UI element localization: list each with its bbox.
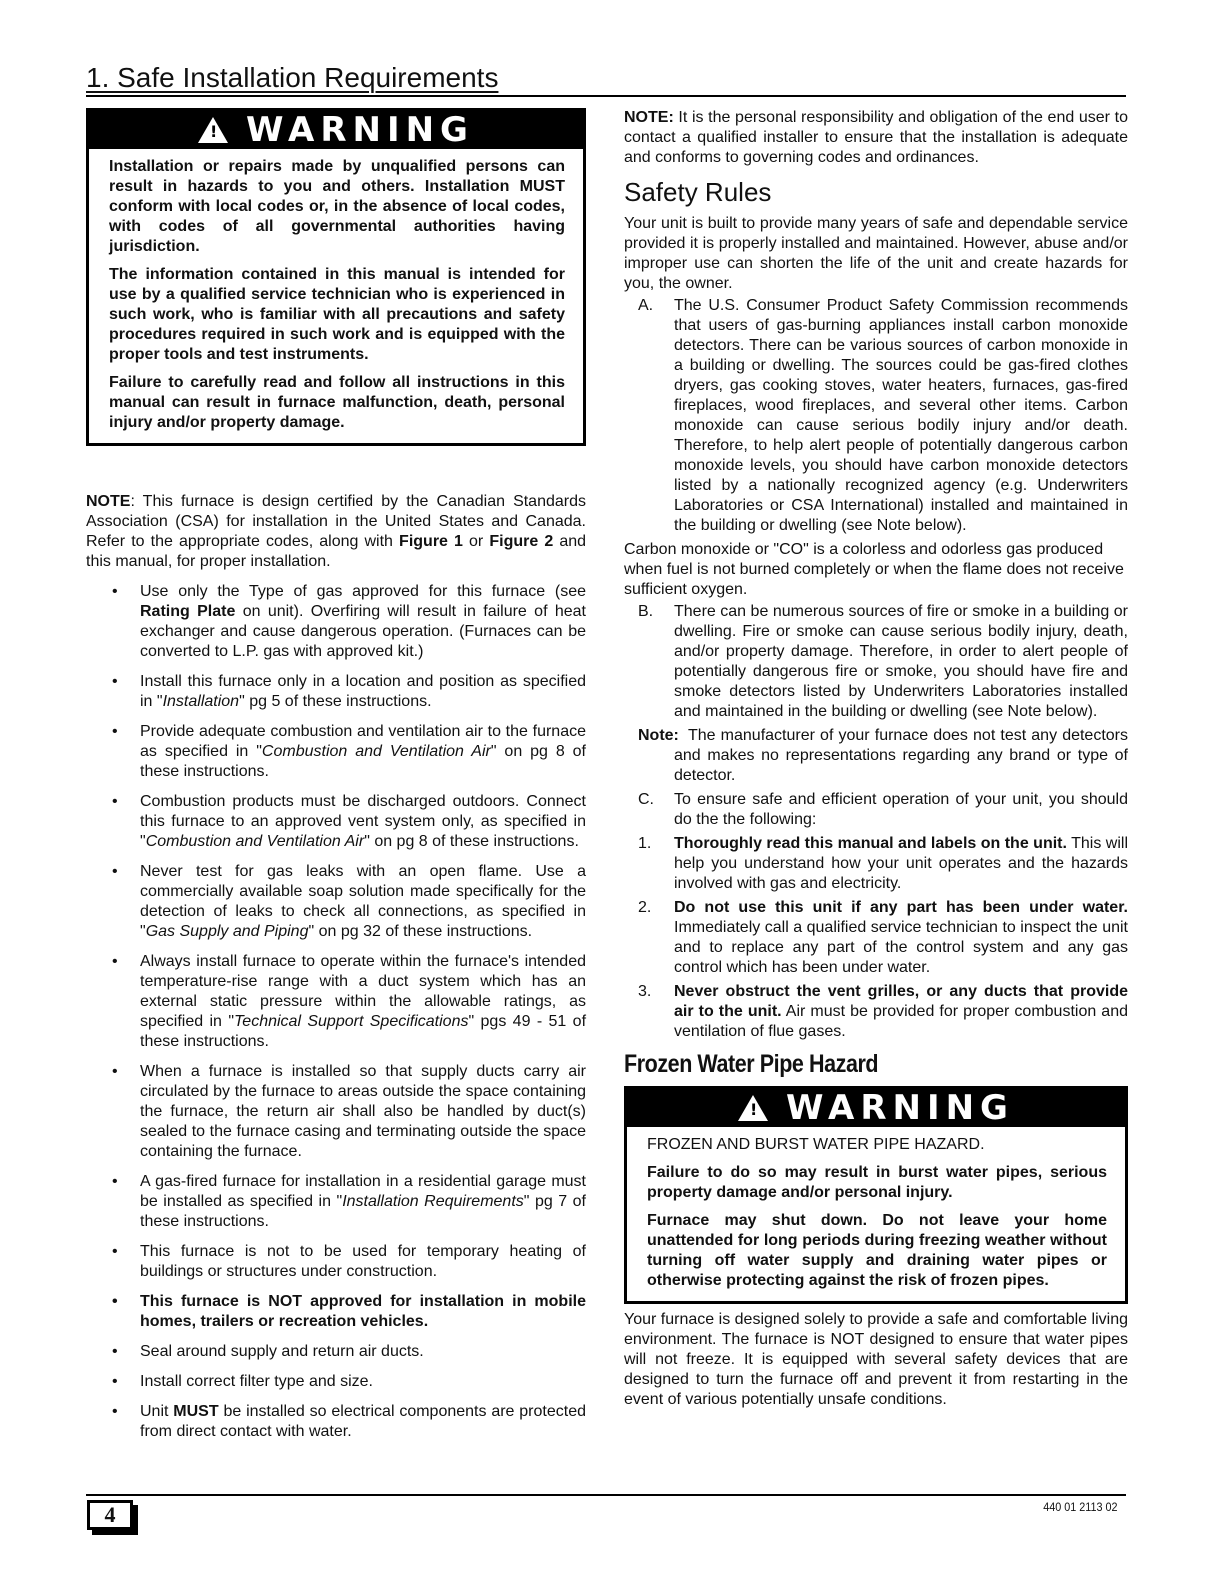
- detector-note: Note: The manufacturer of your furnace does not test any detectors and makes no representations regarding any brand or type of detector.: [638, 727, 1128, 784]
- list-item: C. To ensure safe and efficient operation of your unit, you should do the the following:: [638, 791, 1128, 828]
- list-item: A. The U.S. Consumer Product Safety Commission recommends that users of gas-burning appliances install carbon monoxide detectors. There can be various sources of carbon monoxide in a building or dwelling. The sources could be gas-fired clothes dryers, gas cooking stoves, water heaters, furnaces, gas-fired fireplaces, wood fireplaces, and several other items. Carbon monoxide can cause serious bodily injury and/or death. Therefore, to help alert people of potentially dangerous carbon monoxide levels, you should have carbon monoxide detectors listed by a nationally recognized agency (e.g. Underwriters Laboratories or CSA International) installed and maintained in the building or dwelling (see Note below).: [638, 297, 1128, 534]
- list-item: • Provide adequate combustion and ventilation air to the furnace as specified in "Combustion and Ventilation Air" on pg 8 of these instructions.: [112, 723, 586, 780]
- figure-2-reference: Figure 2: [489, 533, 554, 550]
- list-item: B. There can be numerous sources of fire or smoke in a building or dwelling. Fire or smoke can cause serious bodily injury, death, and/or property damage. Therefore, in order to alert people of potentially dangerous fire or smoke, you should have fire and smoke detectors listed by Underwriters Laboratories installed and maintained in the building or dwelling (see Note below).: [638, 603, 1128, 720]
- page-number: 4: [87, 1500, 133, 1530]
- list-item: • Combustion products must be discharged outdoors. Connect this furnace to an approved vent system only, as specified in "Combustion and Ventilation Air" on pg 8 of these instructions.: [112, 793, 586, 850]
- warning-paragraph: Installation or repairs made by unqualified persons can result in hazards to you and others. Installation MUST conform with local codes or, in the absence of local codes, with codes of all governmental authorities having jurisdiction.: [109, 158, 565, 255]
- warning-body: [627, 1127, 1125, 1301]
- warning-body: [89, 149, 583, 443]
- list-item: • Install this furnace only in a location and position as specified in "Installation" pg 5 of these instructions.: [112, 673, 586, 710]
- list-item: 3. Never obstruct the vent grilles, or any ducts that provide air to the unit. Air must be provided for proper combustion and ventilation of flue gases.: [638, 983, 1128, 1040]
- warning-header-text: WARNING: [786, 1088, 1014, 1128]
- warning-paragraph: The information contained in this manual is intended for use by a qualified service technician who is experienced in such work, who is familiar with all precautions and safety procedures required in such work and is equipped with the proper tools and test instruments.: [109, 266, 565, 363]
- list-item: • This furnace is NOT approved for installation in mobile homes, trailers or recreation vehicles.: [112, 1293, 586, 1330]
- left-column: [86, 108, 586, 1452]
- warning-paragraph: Failure to carefully read and follow all instructions in this manual can result in furnace malfunction, death, personal injury and/or property damage.: [109, 374, 565, 431]
- list-item: • Use only the Type of gas approved for this furnace (see Rating Plate on unit). Overfiring will result in failure of heat exchanger and cause dangerous operation. (Furnaces can be converted to L.P. gas with approved kit.): [112, 583, 586, 660]
- footer-rule: [86, 1494, 1126, 1496]
- safety-rules-list: [624, 296, 1128, 536]
- list-item: • Always install furnace to operate within the furnace's intended temperature-rise range with a duct system which has an external static pressure within the allowable ratings, as specified in "Technical Support Specifications" pgs 49 - 51 of these instructions.: [112, 953, 587, 1050]
- list-item: • This furnace is not to be used for temporary heating of buildings or structures under construction.: [112, 1243, 586, 1280]
- warning-header: [89, 111, 583, 149]
- warning-paragraph: Furnace may shut down. Do not leave your home unattended for long periods during freezing weather without turning off water supply and draining water pipes or otherwise protecting against the risk of frozen pipes.: [647, 1212, 1107, 1289]
- installer-note: NOTE: It is the personal responsibility and obligation of the end user to contact a qualified installer to ensure that the installation is adequate and conforms to governing codes and ordinances.: [624, 109, 1128, 166]
- installation-requirements-list: [86, 582, 586, 1442]
- list-item: • Install correct filter type and size.: [112, 1373, 373, 1390]
- right-column: [624, 108, 1128, 1410]
- carbon-monoxide-definition: Carbon monoxide or "CO" is a colorless and odorless gas produced when fuel is not burned completely or when the flame does not receive sufficient oxygen.: [624, 541, 1124, 598]
- warning-paragraph: Failure to do so may result in burst water pipes, serious property damage and/or personal injury.: [647, 1164, 1107, 1201]
- warning-triangle-icon: !: [738, 1095, 768, 1121]
- csa-note: NOTE: This furnace is design certified by the Canadian Standards Association (CSA) for installation in the United States and Canada. Refer to the appropriate codes, along with Figure 1 or Figure 2 and this manual, for proper installation.: [86, 493, 587, 570]
- frozen-pipe-body: Your furnace is designed solely to provide a safe and comfortable living environment. The furnace is NOT designed to ensure that water pipes will not freeze. It is equipped with several safety devices that are designed to turn the furnace off and prevent it from restarting in the event of various potentially unsafe conditions.: [624, 1311, 1128, 1408]
- list-item: 2. Do not use this unit if any part has been under water. Immediately call a qualified service technician to inspect the unit and to replace any part of the control system and any gas control which has been under water.: [638, 899, 1128, 976]
- list-item: • Never test for gas leaks with an open flame. Use a commercially available soap solution made specifically for the detection of leaks to check all connections, as specified in "Gas Supply and Piping" on pg 32 of these instructions.: [112, 863, 586, 940]
- figure-1-reference: Figure 1: [399, 533, 463, 550]
- safety-rules-intro: Your unit is built to provide many years of safe and dependable service provided it is properly installed and maintained. However, abuse and/or improper use can shorten the life of the unit and create hazards for you, the owner.: [624, 215, 1128, 292]
- list-item: • When a furnace is installed so that supply ducts carry air circulated by the furnace to areas outside the space containing the furnace, the return air shall also be handled by duct(s) sealed to the furnace casing and terminating outside the space containing the furnace.: [112, 1063, 586, 1160]
- installation-warning-box: [86, 108, 586, 446]
- frozen-pipe-heading: Frozen Water Pipe Hazard: [624, 1050, 879, 1078]
- warning-paragraph: FROZEN AND BURST WATER PIPE HAZARD.: [647, 1136, 985, 1153]
- safety-rules-heading: Safety Rules: [624, 177, 772, 207]
- list-item: • Unit MUST be installed so electrical components are protected from direct contact with water.: [112, 1403, 586, 1440]
- list-item: 1. Thoroughly read this manual and labels on the unit. This will help you understand how your unit operates and the hazards involved with gas and electricity.: [638, 835, 1129, 892]
- page-title: 1. Safe Installation Requirements: [86, 62, 499, 93]
- safety-rules-list-cont: [624, 602, 1128, 722]
- title-rule: [86, 95, 1126, 97]
- safety-rules-list-tail: [624, 790, 1128, 1042]
- warning-header-text: WARNING: [246, 110, 474, 150]
- list-item: • Seal around supply and return air ducts.: [112, 1343, 424, 1360]
- warning-header: [627, 1089, 1125, 1127]
- warning-triangle-icon: !: [198, 117, 228, 143]
- document-code: 440 01 2113 02: [1043, 1500, 1118, 1514]
- frozen-pipe-warning-box: [624, 1086, 1128, 1304]
- list-item: • A gas-fired furnace for installation in a residential garage must be installed as specified in "Installation Requirements" pg 7 of these instructions.: [112, 1173, 586, 1230]
